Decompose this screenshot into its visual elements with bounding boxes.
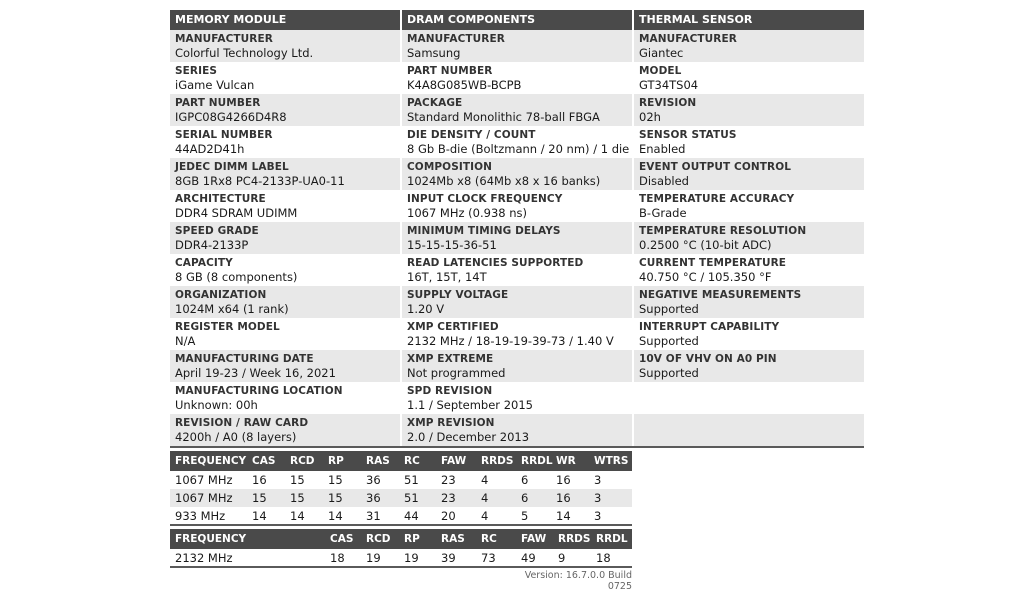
- column-header: RC: [404, 455, 420, 467]
- table-header-row: [170, 451, 632, 471]
- field-label: EVENT OUTPUT CONTROL: [639, 161, 792, 173]
- field-label: MANUFACTURER: [639, 33, 737, 45]
- thermal-sensor-column: [634, 30, 864, 446]
- version-label: Version: 16.7.0.0 Build 0725: [524, 570, 632, 592]
- field-value: DDR4 SDRAM UDIMM: [175, 206, 298, 220]
- table-cell: 3: [594, 509, 602, 523]
- field-label: SERIAL NUMBER: [175, 129, 273, 141]
- field-label: INTERRUPT CAPABILITY: [639, 321, 780, 333]
- dram-components-field: [402, 286, 632, 318]
- table-cell: 933 MHz: [175, 509, 226, 523]
- tables-bottom-separator: [170, 566, 632, 568]
- field-value: 44AD2D41h: [175, 142, 245, 156]
- field-label: TEMPERATURE ACCURACY: [639, 193, 795, 205]
- field-label: 10V OF VHV ON A0 PIN: [639, 353, 777, 365]
- field-value: 8 GB (8 components): [175, 270, 298, 284]
- column-header: FAW: [441, 455, 467, 467]
- field-value: 40.750 °C / 105.350 °F: [639, 270, 772, 284]
- table-cell: 4: [481, 491, 489, 505]
- field-label: COMPOSITION: [407, 161, 493, 173]
- dram-components-field: [402, 126, 632, 158]
- table-cell: 16: [252, 473, 267, 487]
- table-cell: 36: [366, 491, 381, 505]
- column-header: FAW: [521, 533, 547, 545]
- memory-module-field: [170, 126, 400, 158]
- table-cell: 1067 MHz: [175, 473, 233, 487]
- tables-separator: [170, 524, 632, 526]
- field-value: iGame Vulcan: [175, 78, 255, 92]
- field-label: PART NUMBER: [407, 65, 493, 77]
- memory-module-field: [170, 222, 400, 254]
- dram-components-field: [402, 94, 632, 126]
- empty-cell: [634, 382, 864, 414]
- table-cell: 6: [521, 491, 529, 505]
- table-cell: 14: [328, 509, 343, 523]
- table-cell: 15: [328, 491, 343, 505]
- field-value: 8GB 1Rx8 PC4-2133P-UA0-11: [175, 174, 345, 188]
- field-value: 16T, 15T, 14T: [407, 270, 487, 284]
- table-cell: 6: [521, 473, 529, 487]
- column-header: RCD: [366, 533, 391, 545]
- column-header: FREQUENCY: [175, 533, 247, 545]
- field-label: XMP CERTIFIED: [407, 321, 499, 333]
- column-header: RP: [404, 533, 420, 545]
- field-label: PART NUMBER: [175, 97, 261, 109]
- column-header: RAS: [366, 455, 390, 467]
- field-label: NEGATIVE MEASUREMENTS: [639, 289, 802, 301]
- field-label: DIE DENSITY / COUNT: [407, 129, 536, 141]
- field-value: 1.20 V: [407, 302, 445, 316]
- thermal-sensor-field: [634, 318, 864, 350]
- table-cell: 15: [290, 473, 305, 487]
- thermal-sensor-field: [634, 62, 864, 94]
- table-cell: 14: [556, 509, 571, 523]
- dram-components-field: [402, 222, 632, 254]
- memory-module-field: [170, 382, 400, 414]
- field-label: SPD REVISION: [407, 385, 493, 397]
- field-value: Colorful Technology Ltd.: [175, 46, 314, 60]
- table-row: [170, 507, 632, 525]
- table-row: [170, 489, 632, 507]
- field-label: MANUFACTURER: [407, 33, 505, 45]
- table-cell: 23: [441, 473, 456, 487]
- field-label: REGISTER MODEL: [175, 321, 280, 333]
- thermal-sensor-field: [634, 254, 864, 286]
- table-cell: 51: [404, 473, 419, 487]
- table-cell: 9: [558, 551, 566, 565]
- dram-components-field: [402, 158, 632, 190]
- field-label: XMP REVISION: [407, 417, 495, 429]
- field-label: MODEL: [639, 65, 682, 77]
- field-value: 4200h / A0 (8 layers): [175, 430, 297, 444]
- thermal-sensor-field: [634, 158, 864, 190]
- field-value: Samsung: [407, 46, 461, 60]
- field-value: GT34TS04: [639, 78, 699, 92]
- field-label: SPEED GRADE: [175, 225, 259, 237]
- field-label: MANUFACTURER: [175, 33, 273, 45]
- xmp-timings-table: [170, 529, 632, 567]
- table-cell: 5: [521, 509, 529, 523]
- field-label: MANUFACTURING LOCATION: [175, 385, 343, 397]
- field-value: B-Grade: [639, 206, 687, 220]
- field-label: READ LATENCIES SUPPORTED: [407, 257, 584, 269]
- memory-module-field: [170, 318, 400, 350]
- field-label: XMP EXTREME: [407, 353, 494, 365]
- memory-module-field: [170, 190, 400, 222]
- dram-components-field: [402, 414, 632, 446]
- table-row: [170, 549, 632, 567]
- field-value: 1067 MHz (0.938 ns): [407, 206, 528, 220]
- thermal-sensor-header: THERMAL SENSOR: [634, 10, 864, 30]
- table-cell: 15: [290, 491, 305, 505]
- column-header: RC: [481, 533, 497, 545]
- field-value: Standard Monolithic 78-ball FBGA: [407, 110, 600, 124]
- dram-components-field: [402, 382, 632, 414]
- column-header: CAS: [330, 533, 354, 545]
- dram-components-field: [402, 190, 632, 222]
- table-cell: 2132 MHz: [175, 551, 233, 565]
- field-label: CURRENT TEMPERATURE: [639, 257, 787, 269]
- field-value: Disabled: [639, 174, 689, 188]
- memory-module-field: [170, 414, 400, 446]
- table-cell: 36: [366, 473, 381, 487]
- thermal-sensor-field: [634, 94, 864, 126]
- field-label: REVISION: [639, 97, 697, 109]
- jedec-timings-table: [170, 451, 632, 525]
- field-label: ARCHITECTURE: [175, 193, 266, 205]
- field-value: DDR4-2133P: [175, 238, 249, 252]
- table-cell: 23: [441, 491, 456, 505]
- field-value: Supported: [639, 302, 699, 316]
- column-header: WTRS: [594, 455, 629, 467]
- field-value: Supported: [639, 334, 699, 348]
- memory-module-field: [170, 30, 400, 62]
- field-value: 0.2500 °C (10-bit ADC): [639, 238, 772, 252]
- table-cell: 19: [404, 551, 419, 565]
- column-header: CAS: [252, 455, 276, 467]
- field-value: Not programmed: [407, 366, 506, 380]
- dram-components-field: [402, 254, 632, 286]
- empty-cell: [634, 414, 864, 446]
- field-value: Giantec: [639, 46, 684, 60]
- field-value: 1.1 / September 2015: [407, 398, 533, 412]
- table-cell: 18: [596, 551, 611, 565]
- memory-module-column: [170, 30, 400, 446]
- thermal-sensor-field: [634, 222, 864, 254]
- table-cell: 20: [441, 509, 456, 523]
- table-cell: 73: [481, 551, 496, 565]
- table-cell: 44: [404, 509, 419, 523]
- memory-module-header: MEMORY MODULE: [170, 10, 400, 30]
- table-cell: 14: [252, 509, 267, 523]
- field-label: TEMPERATURE RESOLUTION: [639, 225, 807, 237]
- field-label: SUPPLY VOLTAGE: [407, 289, 509, 301]
- column-header: RAS: [441, 533, 465, 545]
- field-label: SERIES: [175, 65, 218, 77]
- field-value: 15-15-15-36-51: [407, 238, 497, 252]
- table-cell: 4: [481, 509, 489, 523]
- table-cell: 31: [366, 509, 381, 523]
- table-cell: 3: [594, 473, 602, 487]
- table-cell: 16: [556, 473, 571, 487]
- field-value: 1024M x64 (1 rank): [175, 302, 289, 316]
- column-header: WR: [556, 455, 576, 467]
- field-label: PACKAGE: [407, 97, 463, 109]
- table-cell: 49: [521, 551, 536, 565]
- field-value: 2132 MHz / 18-19-19-39-73 / 1.40 V: [407, 334, 614, 348]
- table-cell: 15: [328, 473, 343, 487]
- table-cell: 51: [404, 491, 419, 505]
- dram-components-field: [402, 350, 632, 382]
- thermal-sensor-field: [634, 190, 864, 222]
- memory-module-field: [170, 94, 400, 126]
- field-value: 2.0 / December 2013: [407, 430, 530, 444]
- field-label: INPUT CLOCK FREQUENCY: [407, 193, 563, 205]
- thermal-sensor-field: [634, 350, 864, 382]
- field-label: MANUFACTURING DATE: [175, 353, 314, 365]
- memory-module-field: [170, 286, 400, 318]
- table-cell: 4: [481, 473, 489, 487]
- table-cell: 1067 MHz: [175, 491, 233, 505]
- field-value: K4A8G085WB-BCPB: [407, 78, 522, 92]
- field-label: JEDEC DIMM LABEL: [175, 161, 289, 173]
- field-value: April 19-23 / Week 16, 2021: [175, 366, 336, 380]
- field-value: Unknown: 00h: [175, 398, 258, 412]
- field-value: N/A: [175, 334, 196, 348]
- memory-module-field: [170, 158, 400, 190]
- table-cell: 19: [366, 551, 381, 565]
- field-value: 8 Gb B-die (Boltzmann / 20 nm) / 1 die: [407, 142, 630, 156]
- dram-components-column: [402, 30, 632, 446]
- field-value: Supported: [639, 366, 699, 380]
- table-cell: 18: [330, 551, 345, 565]
- column-header: RP: [328, 455, 344, 467]
- column-header: RCD: [290, 455, 315, 467]
- thermal-sensor-field: [634, 126, 864, 158]
- memory-module-field: [170, 254, 400, 286]
- table-cell: 16: [556, 491, 571, 505]
- field-value: Enabled: [639, 142, 686, 156]
- dram-components-field: [402, 62, 632, 94]
- table-row: [170, 471, 632, 489]
- memory-module-field: [170, 62, 400, 94]
- dram-components-field: [402, 318, 632, 350]
- field-label: REVISION / RAW CARD: [175, 417, 309, 429]
- field-label: MINIMUM TIMING DELAYS: [407, 225, 561, 237]
- column-header: RRDL: [596, 533, 628, 545]
- field-value: 02h: [639, 110, 661, 124]
- table-cell: 3: [594, 491, 602, 505]
- column-header: RRDL: [521, 455, 553, 467]
- field-label: CAPACITY: [175, 257, 233, 269]
- table-header-row: [170, 529, 632, 549]
- field-label: SENSOR STATUS: [639, 129, 737, 141]
- table-cell: 14: [290, 509, 305, 523]
- thermal-sensor-field: [634, 286, 864, 318]
- thermal-sensor-field: [634, 30, 864, 62]
- column-header: RRDS: [481, 455, 514, 467]
- field-label: ORGANIZATION: [175, 289, 267, 301]
- column-header: FREQUENCY: [175, 455, 247, 467]
- table-cell: 39: [441, 551, 456, 565]
- dram-components-field: [402, 30, 632, 62]
- table-cell: 15: [252, 491, 267, 505]
- column-header: RRDS: [558, 533, 591, 545]
- memory-module-field: [170, 350, 400, 382]
- field-value: 1024Mb x8 (64Mb x8 x 16 banks): [407, 174, 601, 188]
- field-value: IGPC08G4266D4R8: [175, 110, 287, 124]
- grid-bottom-separator: [170, 446, 864, 448]
- dram-components-header: DRAM COMPONENTS: [402, 10, 632, 30]
